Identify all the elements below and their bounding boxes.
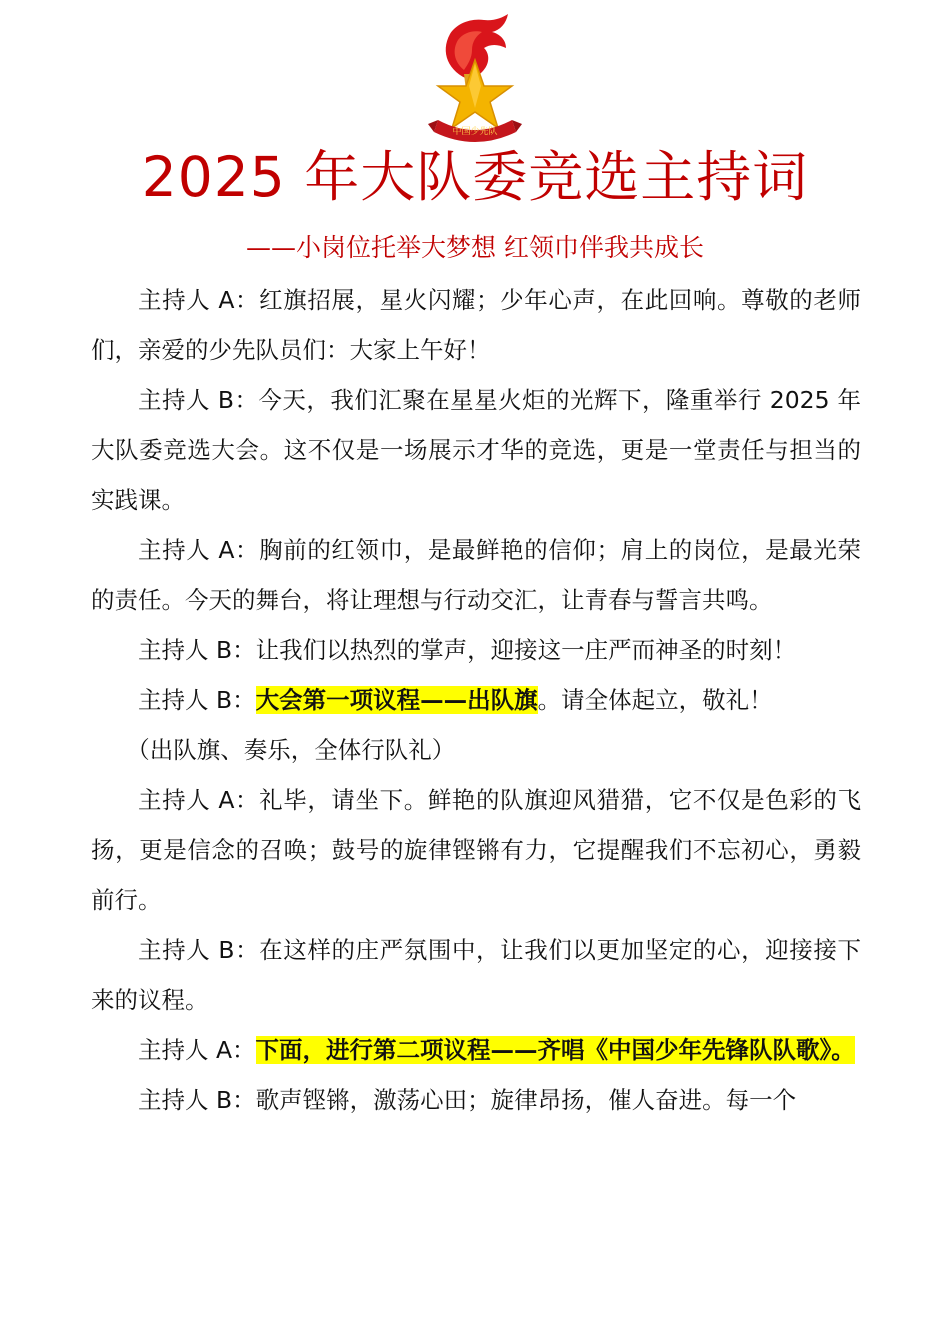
paragraph: 主持人 A：胸前的红领巾，是最鲜艳的信仰；肩上的岗位，是最光荣的责任。今天的舞台，将让理想与行动交汇，让青春与誓言共鸣。: [91, 536, 861, 614]
paragraph: 主持人 A：礼毕，请坐下。鲜艳的队旗迎风猎猎，它不仅是色彩的飞扬，更是信念的召唤；鼓号的旋律铿锵有力，它提醒我们不忘初心，勇毅前行。: [91, 786, 861, 914]
page-subtitle: ——小岗位托举大梦想 红领巾伴我共成长: [246, 233, 704, 262]
speaker-prefix: 主持人 B：: [138, 686, 256, 714]
paragraph: 主持人 B：今天，我们汇聚在星星火炬的光辉下，隆重举行 2025 年大队委竞选大会。这不仅是一场展示才华的竞选，更是一堂责任与担当的实践课。: [91, 386, 861, 514]
stage-direction: （出队旗、奏乐，全体行队礼）: [126, 736, 456, 764]
paragraph-agenda-item: [91, 675, 861, 725]
paragraph-agenda-item: [91, 1025, 861, 1075]
paragraph: 主持人 B：歌声铿锵，激荡心田；旋律昂扬，催人奋进。每一个: [138, 1086, 797, 1114]
paragraph: 主持人 B：在这样的庄严氛围中，让我们以更加坚定的心，迎接接下来的议程。: [91, 936, 861, 1014]
highlighted-agenda: 大会第一项议程——出队旗: [255, 686, 538, 714]
paragraph-suffix: 。请全体起立，敬礼！: [537, 686, 773, 714]
page-title: 2025 年大队委竞选主持词: [141, 145, 809, 209]
paragraph: 主持人 A：红旗招展，星火闪耀；少年心声，在此回响。尊敬的老师们，亲爱的少先队员们：大家上午好！: [91, 286, 861, 364]
ribbon-text: 中国少先队: [452, 127, 498, 137]
highlighted-agenda: 下面，进行第二项议程——齐唱《中国少年先锋队队歌》。: [255, 1036, 855, 1064]
paragraph: 主持人 B：让我们以热烈的掌声，迎接这一庄严而神圣的时刻！: [138, 636, 797, 664]
document-body: [91, 275, 861, 1125]
torch-star-icon: [420, 12, 530, 142]
young-pioneers-emblem: [420, 12, 530, 142]
speaker-prefix: 主持人 A：: [138, 1036, 256, 1064]
